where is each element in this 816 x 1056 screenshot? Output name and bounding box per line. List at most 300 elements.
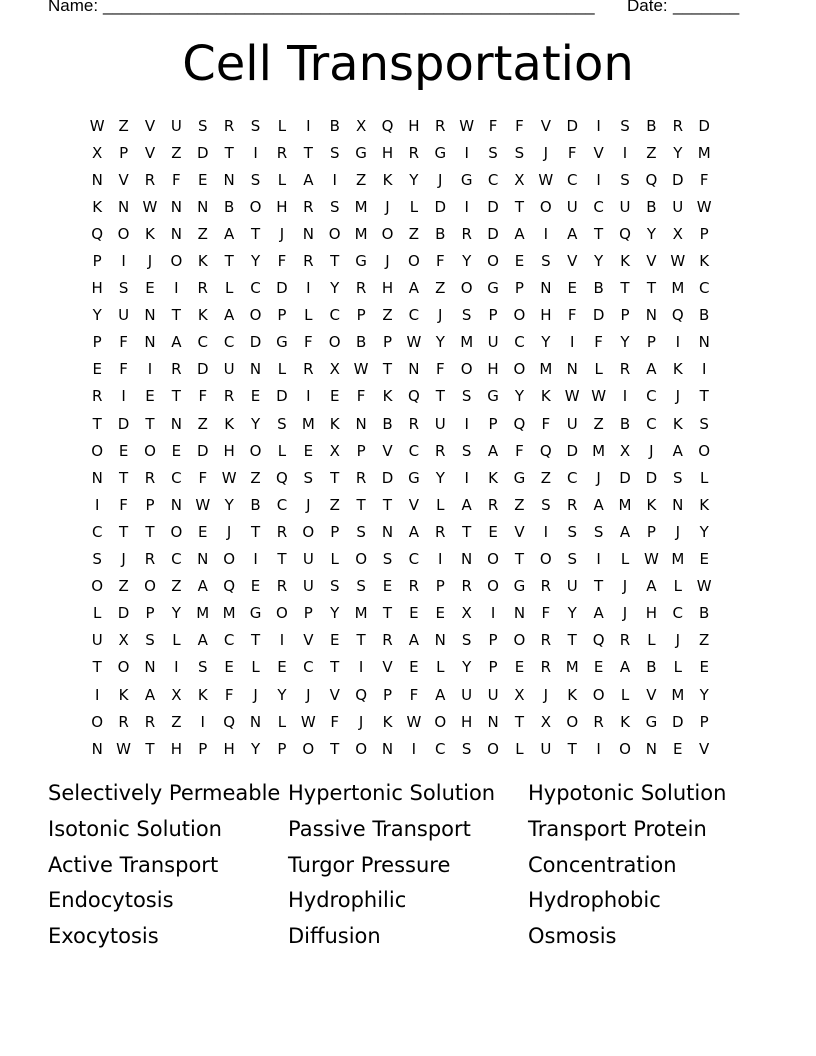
grid-letter: G [434,143,447,162]
grid-letter: K [699,495,710,514]
grid-letter: D [249,333,262,352]
grid-letter: O [381,224,394,243]
grid-letter: Q [539,441,552,460]
grid-letter: P [277,306,287,325]
grid-letter: L [277,116,287,135]
grid-letter: B [250,495,261,514]
grid-letter: R [303,360,314,379]
grid-letter: D [434,197,447,216]
grid-row [84,220,744,247]
grid-letter: A [619,522,631,541]
grid-letter: Z [408,224,420,243]
grid-letter: R [303,197,314,216]
grid-letter: S [197,116,208,135]
grid-letter: Z [118,116,129,135]
grid-letter: G [276,333,288,352]
grid-letter: E [699,550,709,569]
word-list-item: Hydrophilic [288,888,407,913]
grid-letter: F [541,414,551,433]
grid-letter: K [92,197,103,216]
grid-letter: S [461,441,472,460]
grid-letter: P [488,658,498,677]
grid-letter: T [646,279,656,298]
grid-letter: I [94,685,100,704]
grid-letter: T [356,495,366,514]
grid-letter: D [117,604,130,623]
grid-letter: K [488,468,498,487]
grid-letter: T [145,522,155,541]
letter-grid [84,112,744,762]
grid-letter: S [514,143,525,162]
grid-letter: N [487,712,499,731]
grid-letter: Y [435,468,445,487]
grid-letter: T [435,387,445,406]
grid-letter: C [223,333,235,352]
grid-letter: W [643,550,659,569]
grid-letter: Y [330,604,340,623]
grid-letter: L [673,658,682,677]
grid-letter: R [382,631,393,650]
grid-letter: P [277,739,287,758]
grid-letter: C [223,631,235,650]
grid-letter: P [330,522,340,541]
grid-letter: B [646,658,657,677]
grid-letter: E [329,387,340,406]
grid-letter: M [301,414,315,433]
grid-letter: U [118,306,130,325]
grid-letter: D [566,116,578,135]
grid-letter: Q [645,170,658,189]
grid-letter: Y [567,604,577,623]
grid-letter: Y [250,414,261,433]
grid-letter: E [118,441,129,460]
grid-letter: A [514,224,525,243]
grid-letter: J [649,441,654,460]
grid-letter: M [618,495,632,514]
grid-letter: O [539,550,552,569]
grid-letter: W [538,170,554,189]
grid-letter: O [144,441,156,460]
grid-letter: D [196,441,209,460]
grid-row [84,708,744,735]
grid-letter: X [514,685,525,704]
grid-letter: H [381,143,394,162]
grid-letter: R [435,116,446,135]
grid-letter: R [303,252,314,271]
grid-letter: O [91,441,104,460]
grid-letter: P [699,712,709,731]
grid-letter: S [541,495,551,514]
grid-letter: F [224,685,234,704]
grid-letter: W [459,116,475,135]
grid-letter: C [698,279,710,298]
grid-letter: E [92,360,102,379]
grid-letter: R [144,170,156,189]
grid-letter: P [488,306,498,325]
grid-letter: T [567,631,577,650]
grid-letter: E [250,577,261,596]
grid-letter: X [118,631,129,650]
grid-letter: C [646,387,657,406]
grid-letter: A [224,224,235,243]
grid-letter: I [94,495,100,514]
grid-letter: O [566,712,579,731]
grid-letter: R [197,279,208,298]
grid-letter: E [250,387,261,406]
grid-letter: T [594,224,604,243]
grid-letter: M [354,197,368,216]
grid-letter: A [461,495,472,514]
grid-letter: O [223,550,236,569]
grid-letter: E [303,441,314,460]
grid-letter: T [92,658,102,677]
grid-letter: W [89,116,105,135]
grid-letter: U [672,197,684,216]
grid-letter: S [329,143,340,162]
grid-letter: U [302,550,314,569]
grid-letter: A [672,441,683,460]
grid-letter: L [620,550,630,569]
word-list-item: Isotonic Solution [48,816,222,841]
grid-letter: U [619,197,631,216]
grid-letter: H [461,712,473,731]
grid-letter: U [302,577,314,596]
grid-letter: Y [594,252,604,271]
grid-letter: R [408,414,420,433]
grid-letter: W [300,712,316,731]
grid-letter: T [699,387,709,406]
grid-letter: I [543,522,549,541]
grid-letter: Z [171,577,182,596]
grid-letter: G [513,577,526,596]
grid-letter: A [171,333,182,352]
grid-letter: R [540,658,552,677]
grid-row [84,383,744,410]
grid-letter: I [596,739,601,758]
grid-letter: M [539,360,553,379]
grid-letter: V [646,685,657,704]
grid-letter: S [145,631,155,650]
word-list-item: Active Transport [48,852,219,877]
grid-letter: O [513,631,526,650]
grid-letter: F [699,170,709,189]
grid-letter: L [673,577,682,596]
word-list [48,776,768,955]
grid-row [84,491,744,518]
grid-letter: R [355,468,367,487]
grid-letter: W [564,387,580,406]
grid-letter: N [381,739,394,758]
grid-letter: S [356,522,366,541]
grid-letter: U [566,197,578,216]
grid-letter: U [566,577,578,596]
grid-letter: P [488,631,498,650]
grid-letter: O [276,604,288,623]
grid-letter: R [461,577,472,596]
word-list-item: Hypotonic Solution [528,781,727,805]
grid-letter: E [488,522,498,541]
grid-letter: E [277,658,287,677]
grid-letter: U [487,685,499,704]
grid-letter: L [436,495,445,514]
grid-letter: E [145,387,155,406]
word-list-item: Transport Protein [528,816,707,841]
grid-letter: S [620,116,630,135]
grid-letter: R [408,143,420,162]
grid-letter: C [514,333,525,352]
grid-letter: V [646,252,657,271]
grid-letter: N [170,224,182,243]
grid-letter: V [699,739,710,758]
grid-letter: H [223,739,235,758]
word-list-item: Osmosis [528,924,617,949]
grid-letter: C [303,658,314,677]
word-list-item: Selectively Permeable [48,781,281,805]
grid-letter: F [119,495,128,514]
grid-letter: D [487,224,499,243]
word-list-item: Turgor Pressure [288,852,451,877]
grid-letter: Y [699,685,709,704]
grid-letter: W [142,197,158,216]
grid-letter: V [303,631,314,650]
grid-letter: I [622,143,628,162]
grid-letter: I [675,333,680,352]
word-list-item: Hypertonic Solution [288,781,496,805]
grid-letter: Z [329,495,340,514]
grid-letter: W [591,387,607,406]
grid-letter: O [117,224,130,243]
grid-letter: J [358,712,364,731]
grid-letter: I [174,279,179,298]
grid-letter: T [594,577,604,596]
grid-letter: H [381,279,394,298]
grid-letter: V [408,495,420,514]
word-list-item: Endocytosis [48,888,174,913]
grid-letter: M [354,604,368,623]
grid-letter: G [487,387,499,406]
grid-letter: T [250,224,261,243]
grid-letter: L [304,306,313,325]
grid-letter: R [144,468,156,487]
date-blank-line: _______ [673,0,740,15]
grid-letter: S [699,414,709,433]
grid-letter: Y [673,143,683,162]
grid-letter: R [276,143,288,162]
grid-letter: L [594,360,603,379]
name-label: Name: [48,0,99,15]
grid-letter: G [513,468,526,487]
grid-letter: L [277,712,287,731]
grid-letter: F [119,333,128,352]
grid-letter: S [303,468,314,487]
grid-letter: V [382,658,393,677]
grid-letter: B [699,604,710,623]
grid-letter: U [566,414,578,433]
grid-letter: N [91,468,103,487]
grid-letter: C [646,414,657,433]
grid-letter: S [250,170,261,189]
grid-letter: P [514,279,524,298]
grid-letter: X [619,441,631,460]
name-blank-line: ____________________________________________________ [103,0,595,15]
grid-letter: J [543,685,549,704]
grid-letter: P [620,306,630,325]
grid-letter: S [329,197,340,216]
grid-letter: C [197,333,208,352]
grid-letter: E [382,577,393,596]
grid-letter: D [276,387,288,406]
grid-letter: E [514,252,525,271]
grid-letter: I [622,387,628,406]
grid-letter: B [619,414,631,433]
grid-letter: E [224,658,234,677]
grid-letter: Y [92,306,102,325]
grid-letter: S [277,414,287,433]
date-label: Date: [627,0,668,15]
grid-letter: L [224,279,234,298]
grid-letter: J [675,522,680,541]
grid-letter: Y [514,387,525,406]
grid-letter: B [224,197,235,216]
grid-letter: O [355,739,367,758]
grid-letter: E [567,279,577,298]
grid-letter: I [596,550,601,569]
grid-letter: J [121,550,126,569]
grid-letter: K [672,360,683,379]
grid-letter: F [198,387,208,406]
grid-letter: Q [592,631,605,650]
grid-letter: F [515,116,524,135]
grid-letter: R [144,712,156,731]
grid-letter: S [118,279,129,298]
grid-letter: W [195,495,211,514]
grid-letter: U [540,739,552,758]
grid-letter: B [699,306,710,325]
grid-letter: Q [355,685,367,704]
grid-letter: X [355,116,367,135]
grid-letter: H [487,360,499,379]
grid-letter: X [514,170,525,189]
grid-letter: N [170,414,182,433]
grid-letter: S [250,116,261,135]
grid-letter: N [249,360,262,379]
grid-letter: M [592,441,606,460]
grid-letter: T [514,712,525,731]
grid-letter: O [619,739,631,758]
grid-letter: C [487,170,499,189]
grid-letter: O [117,658,130,677]
grid-letter: O [328,224,341,243]
grid-letter: O [91,712,104,731]
grid-letter: P [646,522,656,541]
grid-letter: O [460,360,473,379]
grid-letter: V [514,522,525,541]
grid-letter: K [672,414,683,433]
grid-row [84,518,744,545]
grid-letter: A [593,495,604,514]
grid-letter: T [330,658,340,677]
grid-letter: T [92,414,102,433]
grid-letter: T [330,468,340,487]
grid-letter: A [435,685,446,704]
grid-letter: Z [118,577,129,596]
grid-letter: R [276,522,288,541]
grid-row [84,573,744,600]
grid-letter: R [223,387,235,406]
grid-letter: P [92,333,102,352]
grid-letter: A [408,522,420,541]
grid-letter: Q [671,306,684,325]
grid-letter: N [302,224,314,243]
grid-letter: O [487,739,499,758]
grid-letter: O [91,577,104,596]
grid-letter: Q [381,116,394,135]
grid-letter: G [249,604,262,623]
grid-letter: E [145,279,155,298]
grid-letter: N [144,658,156,677]
grid-letter: T [119,468,129,487]
grid-letter: N [461,550,473,569]
grid-letter: S [329,577,340,596]
grid-row [84,139,744,166]
grid-letter: H [540,306,552,325]
grid-letter: K [699,252,710,271]
grid-letter: Y [541,333,551,352]
grid-letter: K [197,306,208,325]
grid-letter: N [408,360,420,379]
grid-letter: Z [382,306,393,325]
grid-letter: P [356,441,366,460]
grid-letter: E [699,658,709,677]
grid-letter: P [699,224,709,243]
grid-letter: C [566,468,578,487]
grid-letter: E [329,631,340,650]
grid-letter: Y [620,333,630,352]
grid-letter: V [144,116,156,135]
grid-letter: J [622,604,628,623]
grid-letter: Z [355,170,367,189]
grid-letter: U [223,360,235,379]
grid-letter: X [329,360,340,379]
grid-letter: F [567,143,577,162]
grid-letter: B [646,197,657,216]
grid-letter: W [116,739,131,758]
grid-letter: I [121,387,126,406]
grid-letter: I [358,658,364,677]
grid-letter: T [145,739,155,758]
grid-letter: P [92,252,102,271]
grid-letter: J [438,306,443,325]
grid-letter: N [223,170,235,189]
grid-letter: E [409,658,419,677]
grid-letter: Y [699,522,709,541]
grid-letter: O [144,577,156,596]
grid-letter: R [408,577,420,596]
grid-letter: V [329,685,340,704]
grid-letter: P [119,143,129,162]
grid-letter: A [646,360,657,379]
grid-letter: A [487,441,499,460]
grid-letter: I [464,468,469,487]
grid-letter: T [514,197,525,216]
grid-letter: K [646,495,657,514]
grid-letter: I [121,252,126,271]
grid-letter: O [328,333,341,352]
grid-letter: D [381,468,394,487]
grid-letter: M [671,550,685,569]
grid-letter: A [408,631,420,650]
grid-letter: I [147,360,153,379]
